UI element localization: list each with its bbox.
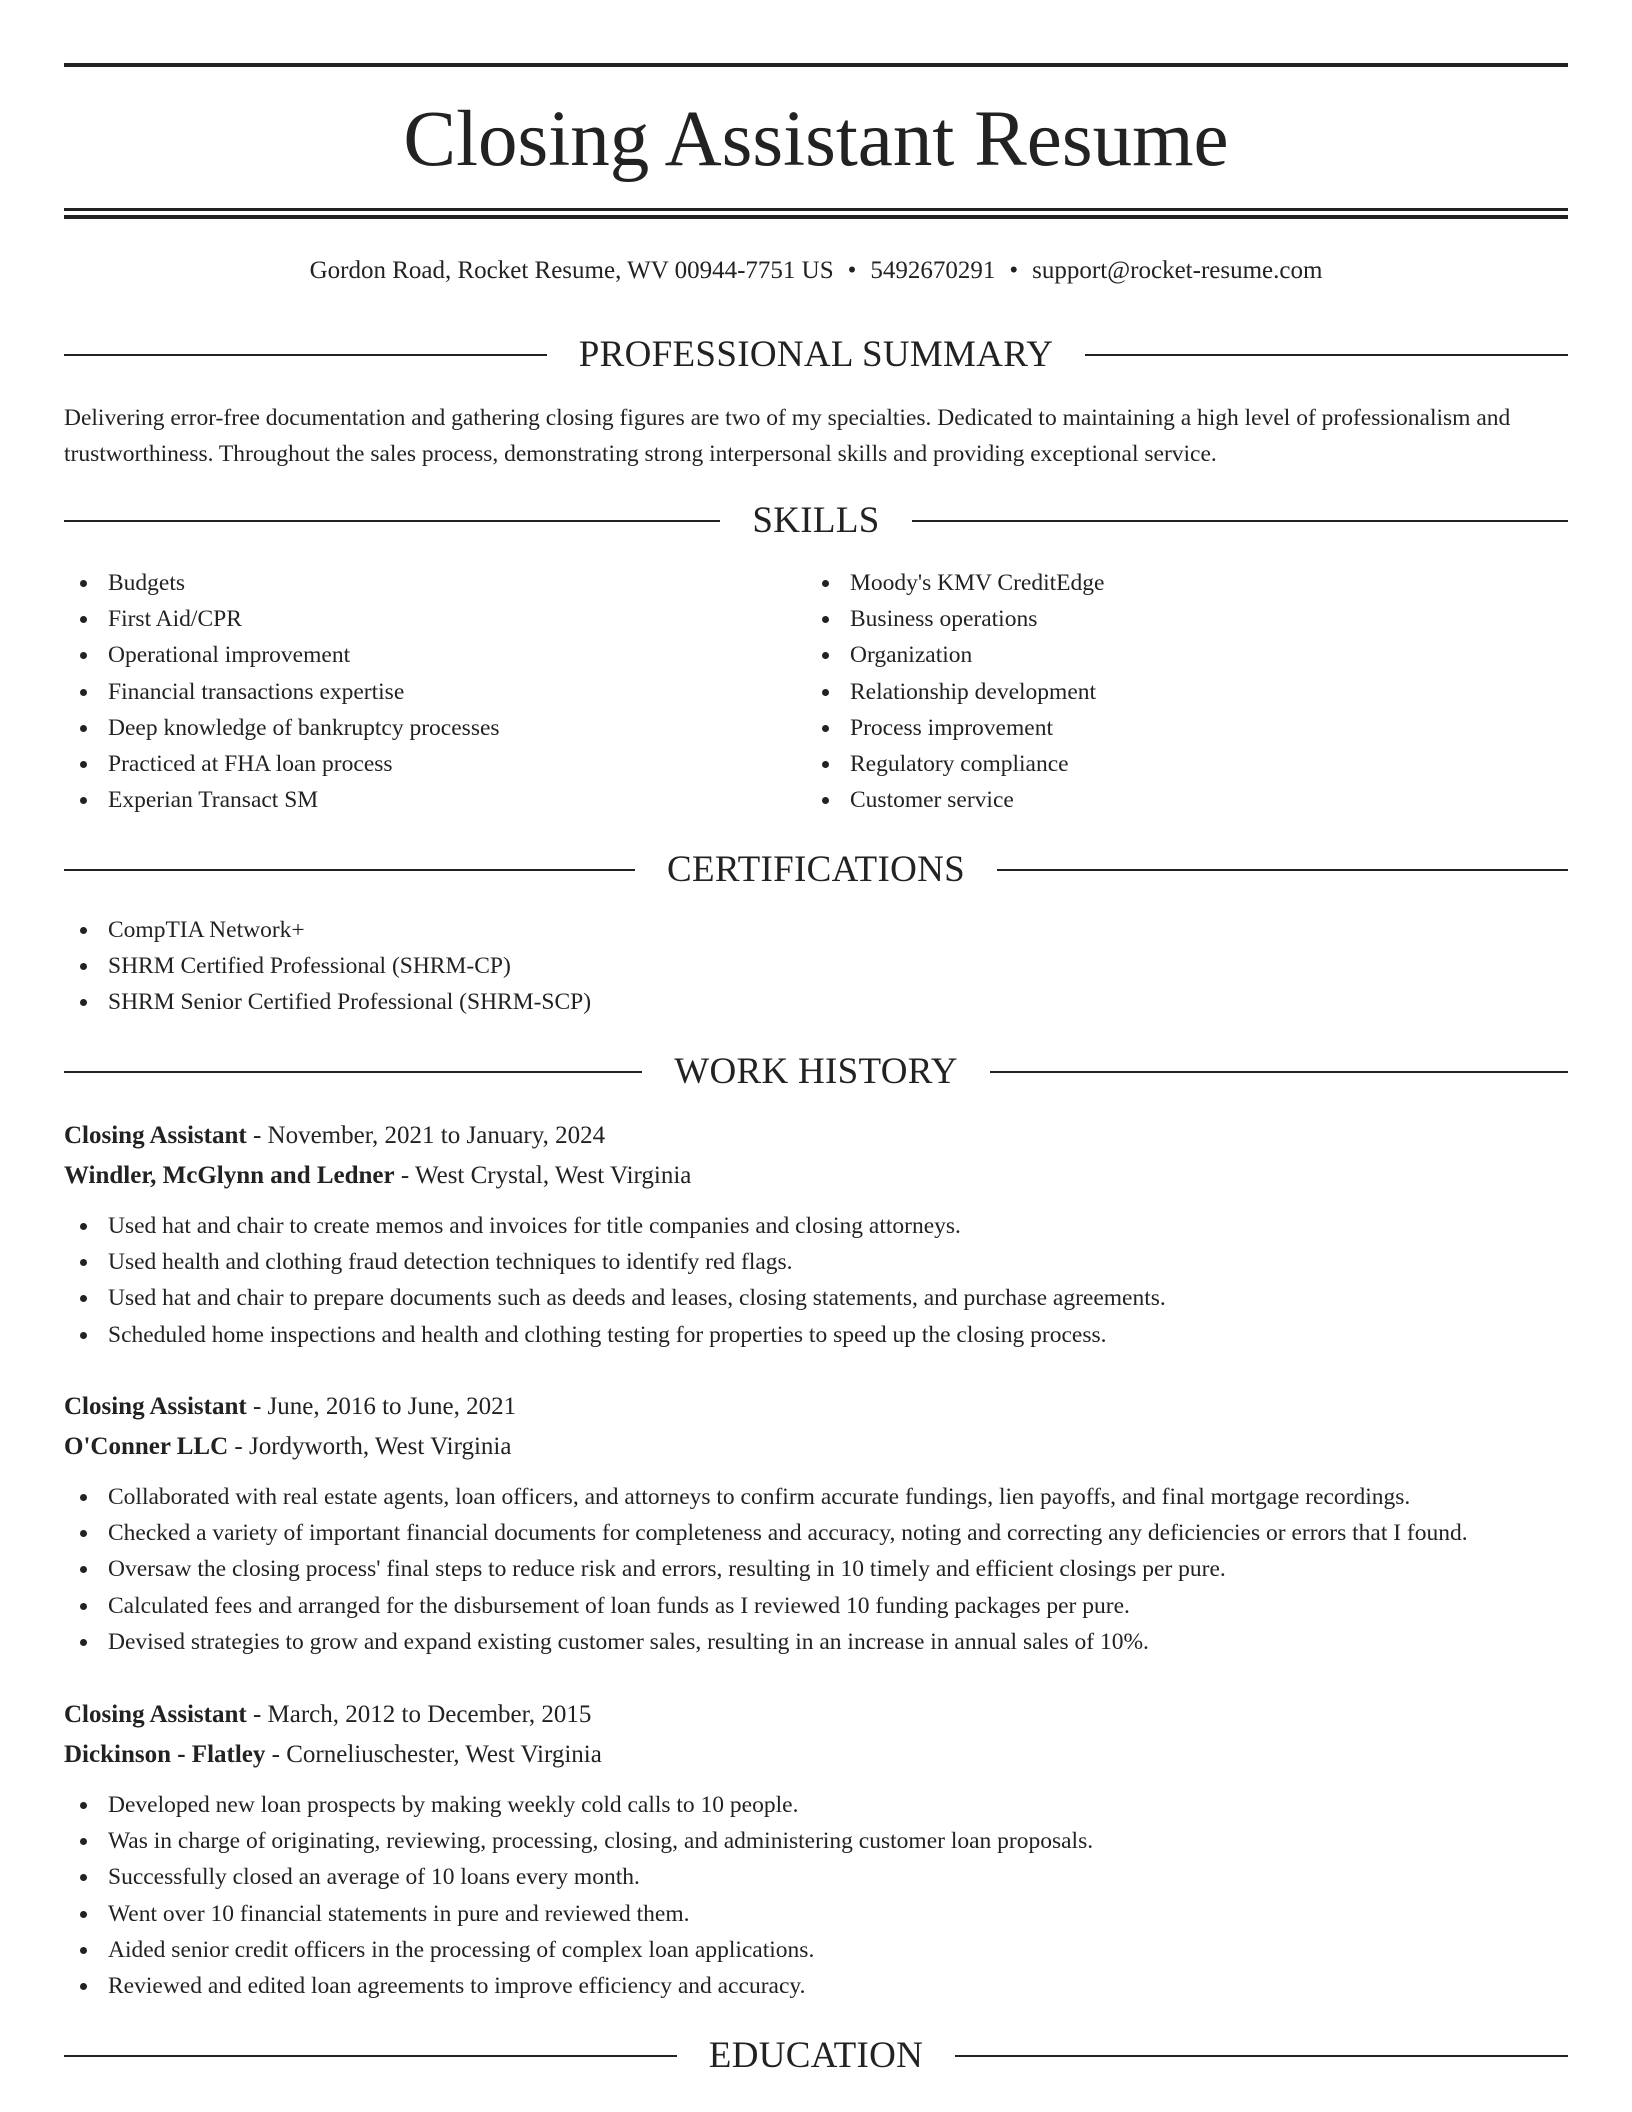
skill-item: Regulatory compliance	[806, 746, 1506, 782]
job-duties	[64, 1208, 1568, 1353]
skill-item: Relationship development	[806, 674, 1506, 710]
heading-rule	[997, 869, 1568, 871]
job-title: Closing Assistant	[64, 1393, 247, 1420]
job-title-line	[64, 1387, 1568, 1427]
job-location: - Corneliuschester, West Virginia	[265, 1741, 602, 1768]
job-company-line	[64, 1735, 1568, 1775]
job-entry	[64, 1387, 1568, 1660]
certification-item: SHRM Senior Certified Professional (SHRM-SCP)	[64, 984, 1568, 1020]
skills-list-left	[64, 565, 764, 818]
section-title: EDUCATION	[708, 2035, 924, 2076]
duty-item: Collaborated with real estate agents, loan officers, and attorneys to confirm accurate fundings, lien payoffs, and final mortgage recordings.	[64, 1479, 1568, 1515]
section-heading-certifications	[64, 850, 1568, 890]
duty-item: Devised strategies to grow and expand existing customer sales, resulting in an increase in annual sales of 10%.	[64, 1624, 1568, 1660]
duty-item: Oversaw the closing process' final steps to reduce risk and errors, resulting in 10 timely and efficient closings per pure.	[64, 1551, 1568, 1587]
duty-item: Aided senior credit officers in the processing of complex loan applications.	[64, 1932, 1568, 1968]
section-title: CERTIFICATIONS	[667, 849, 965, 890]
skills-list-right	[806, 565, 1506, 818]
job-title: Closing Assistant	[64, 1701, 247, 1728]
skill-item: Customer service	[806, 782, 1506, 818]
job-location: - Jordyworth, West Virginia	[228, 1433, 512, 1460]
heading-rule	[990, 1071, 1568, 1073]
section-heading-education	[64, 2036, 1568, 2076]
job-dates: - March, 2012 to December, 2015	[246, 1701, 592, 1728]
contact-line	[64, 253, 1568, 289]
job-company: Dickinson - Flatley	[64, 1741, 266, 1768]
heading-rule	[1085, 354, 1568, 356]
certifications-list	[64, 912, 1568, 1021]
heading-rule	[64, 869, 635, 871]
skill-item: Process improvement	[806, 710, 1506, 746]
duty-item: Was in charge of originating, reviewing, processing, closing, and administering customer loan proposals.	[64, 1823, 1568, 1859]
job-company-line	[64, 1427, 1568, 1467]
duty-item: Checked a variety of important financial documents for completeness and accuracy, noting and correcting any deficiencies or errors that I found.	[64, 1515, 1568, 1551]
skill-item: Organization	[806, 637, 1506, 673]
contact-separator: •	[847, 257, 857, 284]
certification-item: SHRM Certified Professional (SHRM-CP)	[64, 948, 1568, 984]
skill-item: Moody's KMV CreditEdge	[806, 565, 1506, 601]
job-entry	[64, 1695, 1568, 2004]
skill-item: Operational improvement	[64, 637, 764, 673]
contact-separator: •	[1009, 257, 1019, 284]
top-rule	[64, 63, 1568, 67]
job-dates: - November, 2021 to January, 2024	[246, 1122, 606, 1149]
section-heading-summary	[64, 335, 1568, 375]
job-company: O'Conner LLC	[64, 1433, 229, 1460]
section-title: SKILLS	[752, 500, 880, 541]
contact-phone: 5492670291	[870, 257, 996, 284]
title-double-rule	[64, 208, 1568, 219]
section-heading-work-history	[64, 1052, 1568, 1092]
skills-right-column	[806, 565, 1506, 818]
job-location: - West Crystal, West Virginia	[394, 1162, 692, 1189]
job-entry	[64, 1116, 1568, 1353]
resume-title: Closing Assistant Resume	[403, 96, 1229, 183]
duty-item: Calculated fees and arranged for the disbursement of loan funds as I reviewed 10 funding packages per pure.	[64, 1588, 1568, 1624]
skill-item: Budgets	[64, 565, 764, 601]
heading-rule	[64, 1071, 642, 1073]
duty-item: Reviewed and edited loan agreements to improve efficiency and accuracy.	[64, 1968, 1568, 2004]
duty-item: Went over 10 financial statements in pure and reviewed them.	[64, 1896, 1568, 1932]
job-title: Closing Assistant	[64, 1122, 247, 1149]
skill-item: First Aid/CPR	[64, 601, 764, 637]
section-heading-skills	[64, 501, 1568, 541]
job-duties	[64, 1787, 1568, 2004]
heading-rule	[64, 354, 547, 356]
summary-text: Delivering error-free documentation and gathering closing figures are two of my specialties. Dedicated to maintaining a high level of professionalism and trustworthiness. Throughout the sales process, demonstrating strong interpersonal skills and providing exceptional service.	[64, 405, 1511, 467]
job-dates: - June, 2016 to June, 2021	[246, 1393, 517, 1420]
duty-item: Developed new loan prospects by making weekly cold calls to 10 people.	[64, 1787, 1568, 1823]
skill-item: Practiced at FHA loan process	[64, 746, 764, 782]
heading-rule	[64, 2055, 677, 2057]
duty-item: Successfully closed an average of 10 loans every month.	[64, 1859, 1568, 1895]
heading-rule	[64, 520, 720, 522]
heading-rule	[912, 520, 1568, 522]
certification-item: CompTIA Network+	[64, 912, 1568, 948]
certifications-block	[64, 912, 1568, 1021]
heading-rule	[955, 2055, 1568, 2057]
contact-email: support@rocket-resume.com	[1032, 257, 1323, 284]
section-title: PROFESSIONAL SUMMARY	[578, 334, 1054, 375]
duty-item: Scheduled home inspections and health and clothing testing for properties to speed up the closing process.	[64, 1317, 1568, 1353]
duty-item: Used hat and chair to prepare documents such as deeds and leases, closing statements, and purchase agreements.	[64, 1280, 1568, 1316]
duty-item: Used health and clothing fraud detection techniques to identify red flags.	[64, 1244, 1568, 1280]
skills-left-column	[64, 565, 764, 818]
job-title-line	[64, 1116, 1568, 1156]
skill-item: Financial transactions expertise	[64, 674, 764, 710]
job-title-line	[64, 1695, 1568, 1735]
skill-item: Deep knowledge of bankruptcy processes	[64, 710, 764, 746]
job-company-line	[64, 1156, 1568, 1196]
duty-item: Used hat and chair to create memos and invoices for title companies and closing attorneys.	[64, 1208, 1568, 1244]
skill-item: Experian Transact SM	[64, 782, 764, 818]
job-duties	[64, 1479, 1568, 1660]
job-company: Windler, McGlynn and Ledner	[64, 1162, 395, 1189]
contact-address: Gordon Road, Rocket Resume, WV 00944-7751 US	[309, 257, 834, 284]
section-title: WORK HISTORY	[674, 1051, 958, 1092]
skill-item: Business operations	[806, 601, 1506, 637]
